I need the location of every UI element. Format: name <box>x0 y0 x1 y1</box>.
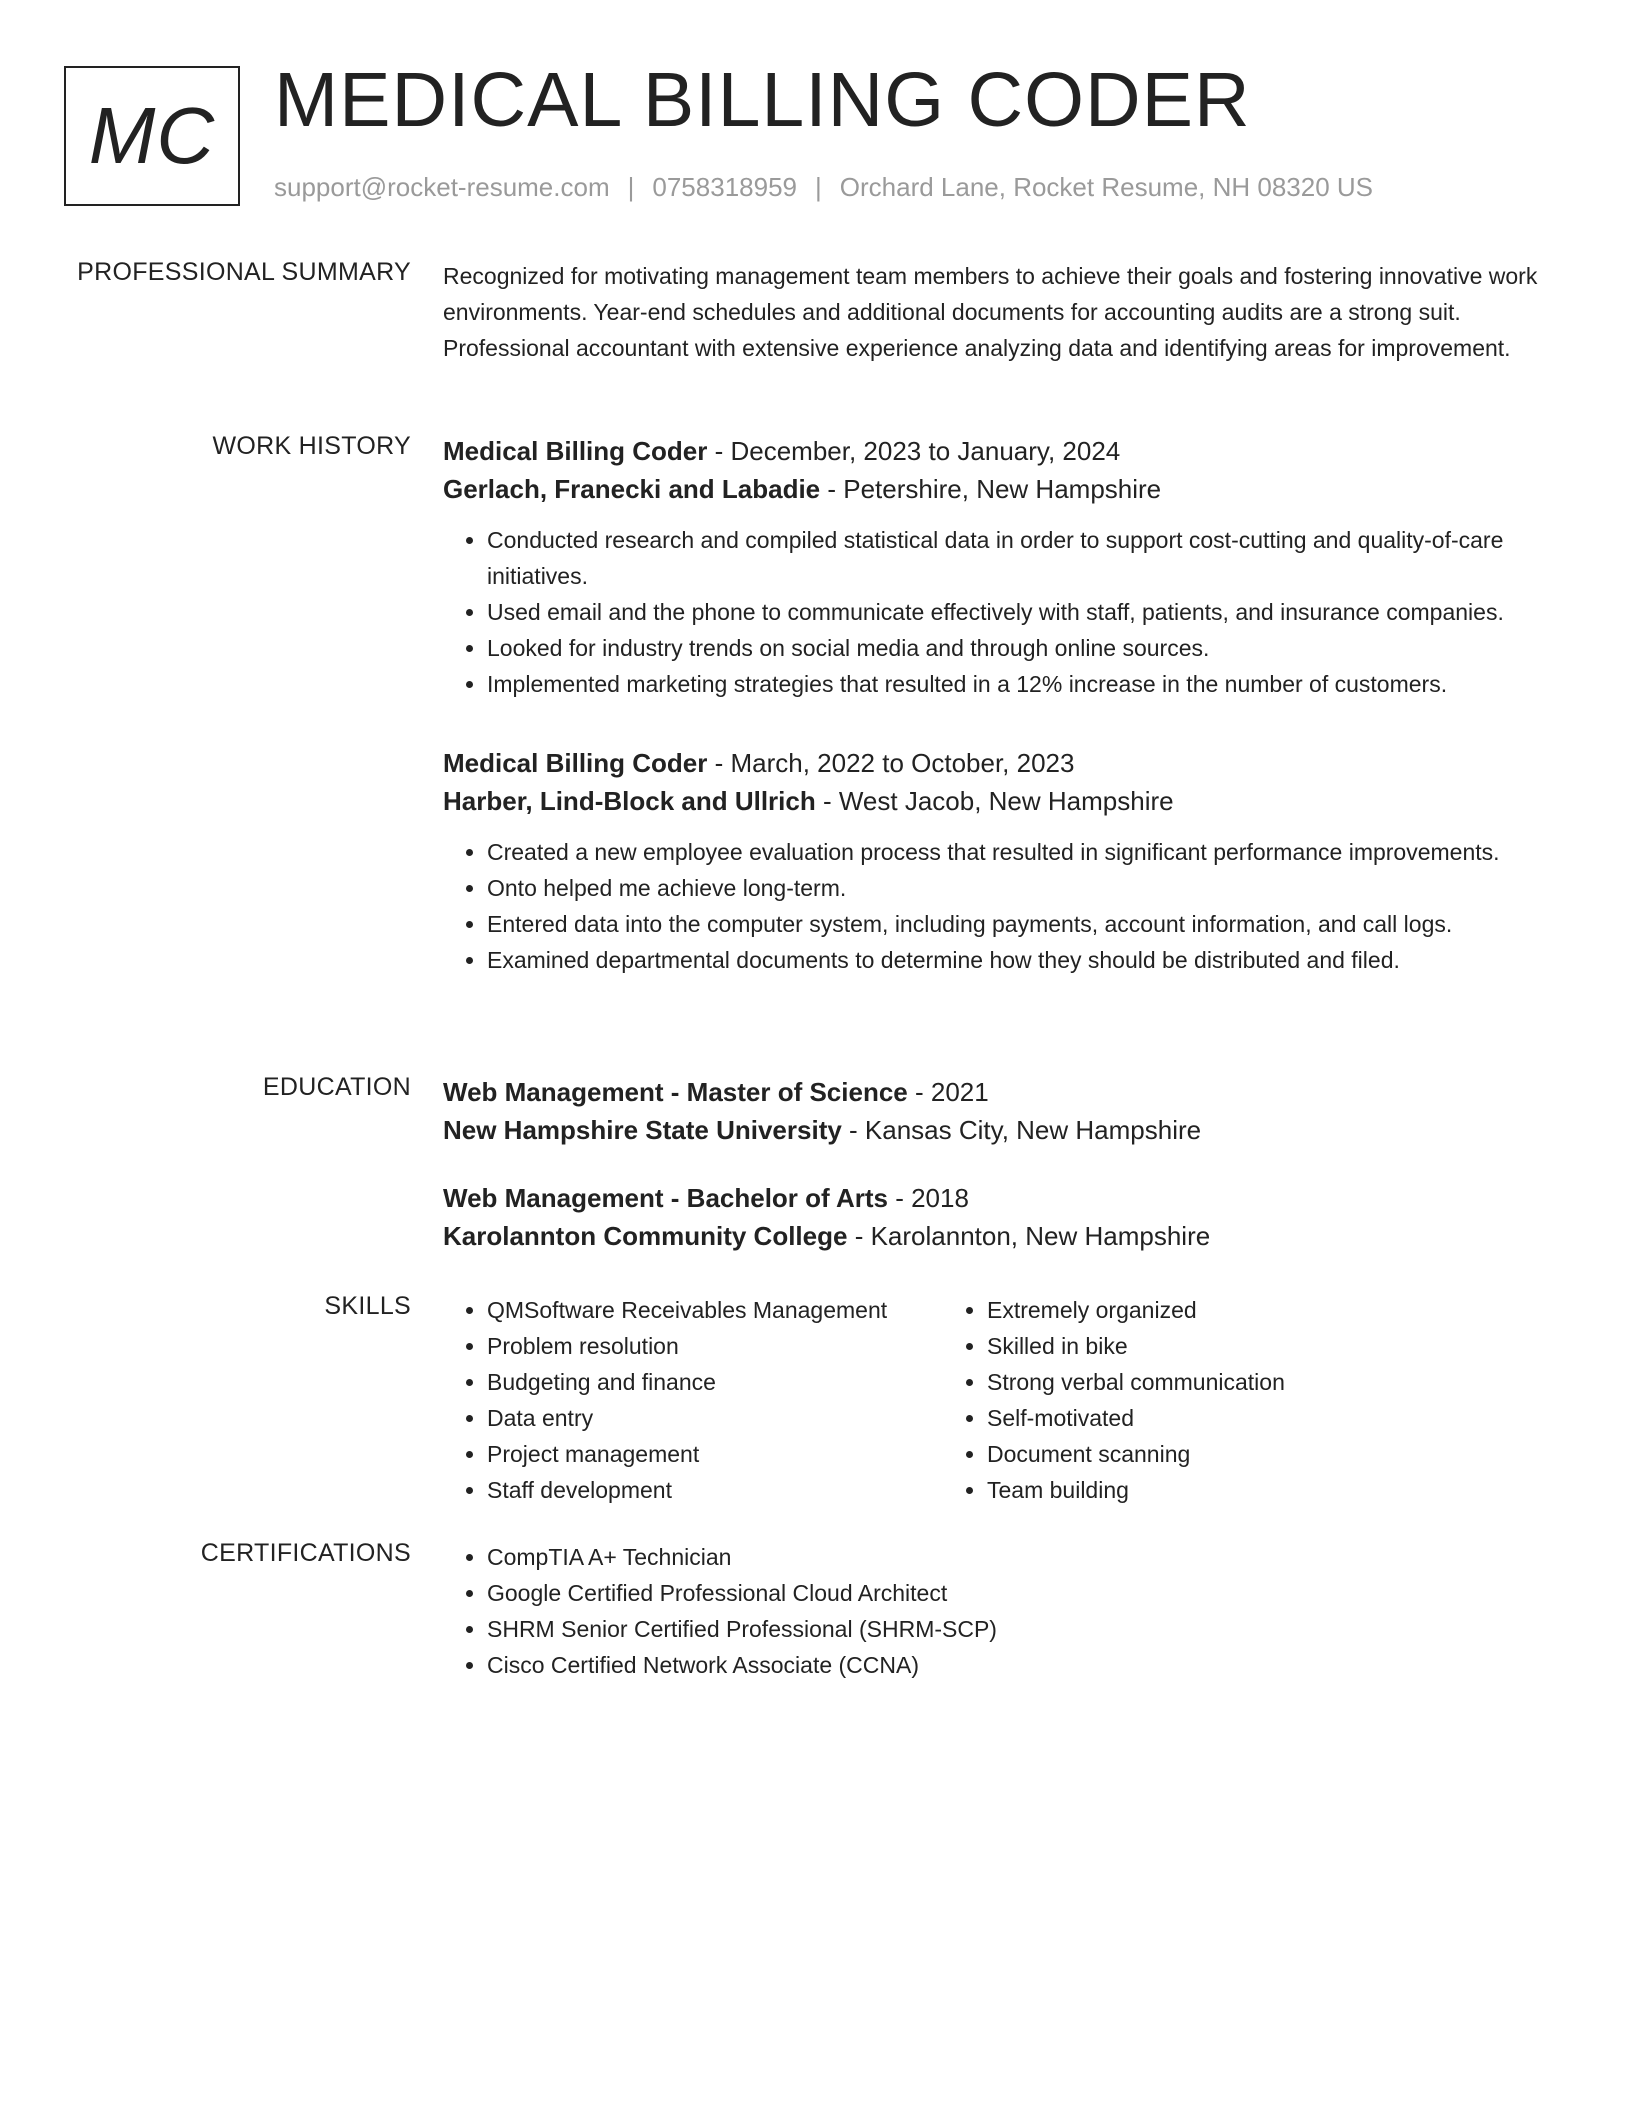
list-item: • Used email and the phone to communicate effectively with staff, patients, and insurance companies. <box>487 594 1543 630</box>
school-location: - Karolannton, New Hampshire <box>847 1221 1211 1251</box>
contact-separator: | <box>815 172 822 202</box>
list-item: • Google Certified Professional Cloud Architect <box>487 1575 1543 1611</box>
list-item: • Implemented marketing strategies that resulted in a 12% increase in the number of customers. <box>487 666 1543 702</box>
monogram <box>64 66 240 206</box>
list-item: • CompTIA A+ Technician <box>487 1539 1543 1575</box>
section-label-certifications: CERTIFICATIONS <box>200 1539 411 1567</box>
section-label-education: EDUCATION <box>262 1073 411 1101</box>
list-item: • Document scanning <box>987 1436 1463 1472</box>
contact-phone: 0758318959 <box>652 172 797 202</box>
section-label-work: WORK HISTORY <box>212 432 411 460</box>
skills-columns <box>443 1292 1543 1508</box>
contact-separator: | <box>627 172 635 202</box>
school-line <box>443 1217 1543 1255</box>
job-dates: - March, 2022 to October, 2023 <box>707 748 1075 778</box>
school-line <box>443 1111 1543 1149</box>
degree-line <box>443 1179 1543 1217</box>
education-body <box>443 1073 1543 1285</box>
contact-email: support@rocket-resume.com <box>274 172 610 202</box>
school-location: - Kansas City, New Hampshire <box>841 1115 1202 1145</box>
job-company: Harber, Lind-Block and Ullrich <box>443 786 816 816</box>
list-item: • Cisco Certified Network Associate (CCNA) <box>487 1647 1543 1683</box>
education-entry <box>443 1073 1543 1149</box>
list-item: • Conducted research and compiled statistical data in order to support cost-cutting and quality-of-care initiatives. <box>487 522 1543 594</box>
list-item: • Project management <box>487 1436 943 1472</box>
job-location: - Petershire, New Hampshire <box>820 474 1162 504</box>
list-item: • Self-motivated <box>987 1400 1463 1436</box>
job-company-line <box>443 470 1543 508</box>
job-title: Medical Billing Coder <box>443 748 708 778</box>
list-item: • Looked for industry trends on social media and through online sources. <box>487 630 1543 666</box>
degree-year: - 2021 <box>907 1077 989 1107</box>
list-item: • Data entry <box>487 1400 943 1436</box>
candidate-name: MEDICAL BILLING CODER <box>274 57 1251 143</box>
summary-body <box>443 258 1543 366</box>
job-bullets <box>443 834 1543 978</box>
skills-list-left <box>443 1292 943 1508</box>
school: Karolannton Community College <box>443 1221 848 1251</box>
contact-line <box>274 172 1373 203</box>
list-item: • Entered data into the computer system, including payments, account information, and call logs. <box>487 906 1543 942</box>
certifications-body <box>443 1539 1543 1683</box>
degree-year: - 2018 <box>887 1183 969 1213</box>
monogram-initials: MC <box>88 91 216 180</box>
job-company: Gerlach, Franecki and Labadie <box>443 474 821 504</box>
job-entry <box>443 432 1543 702</box>
work-body <box>443 432 1543 1020</box>
list-item: • Problem resolution <box>487 1328 943 1364</box>
certifications-list <box>443 1539 1543 1683</box>
list-item: • QMSoftware Receivables Management <box>487 1292 943 1328</box>
contact-address: Orchard Lane, Rocket Resume, NH 08320 US <box>839 172 1374 202</box>
job-bullets <box>443 522 1543 702</box>
skills-list-right <box>943 1292 1463 1508</box>
job-entry <box>443 744 1543 978</box>
section-label-summary: PROFESSIONAL SUMMARY <box>77 258 411 286</box>
list-item: • Created a new employee evaluation process that resulted in significant performance improvements. <box>487 834 1543 870</box>
job-dates: - December, 2023 to January, 2024 <box>707 436 1121 466</box>
education-entry <box>443 1179 1543 1255</box>
degree: Web Management - Master of Science <box>443 1077 908 1107</box>
section-label-skills: SKILLS <box>324 1292 411 1320</box>
list-item: • Extremely organized <box>987 1292 1463 1328</box>
list-item: • Staff development <box>487 1472 943 1508</box>
skills-body <box>443 1292 1543 1508</box>
job-location: - West Jacob, New Hampshire <box>815 786 1174 816</box>
list-item: • Onto helped me achieve long-term. <box>487 870 1543 906</box>
list-item: • Team building <box>987 1472 1463 1508</box>
job-company-line <box>443 782 1543 820</box>
school: New Hampshire State University <box>443 1115 842 1145</box>
job-title: Medical Billing Coder <box>443 436 708 466</box>
degree-line <box>443 1073 1543 1111</box>
summary-text: Recognized for motivating management team members to achieve their goals and fostering innovative work environments. Year-end schedules and additional documents for accounting audits are a strong suit. Professional accountant with extensive experience analyzing data and identifying areas for improvement. <box>443 263 1538 361</box>
list-item: • Budgeting and finance <box>487 1364 943 1400</box>
degree: Web Management - Bachelor of Arts <box>443 1183 888 1213</box>
list-item: • Strong verbal communication <box>987 1364 1463 1400</box>
list-item: • Examined departmental documents to determine how they should be distributed and filed. <box>487 942 1543 978</box>
job-title-line <box>443 744 1543 782</box>
job-title-line <box>443 432 1543 470</box>
list-item: • SHRM Senior Certified Professional (SHRM-SCP) <box>487 1611 1543 1647</box>
list-item: • Skilled in bike <box>987 1328 1463 1364</box>
